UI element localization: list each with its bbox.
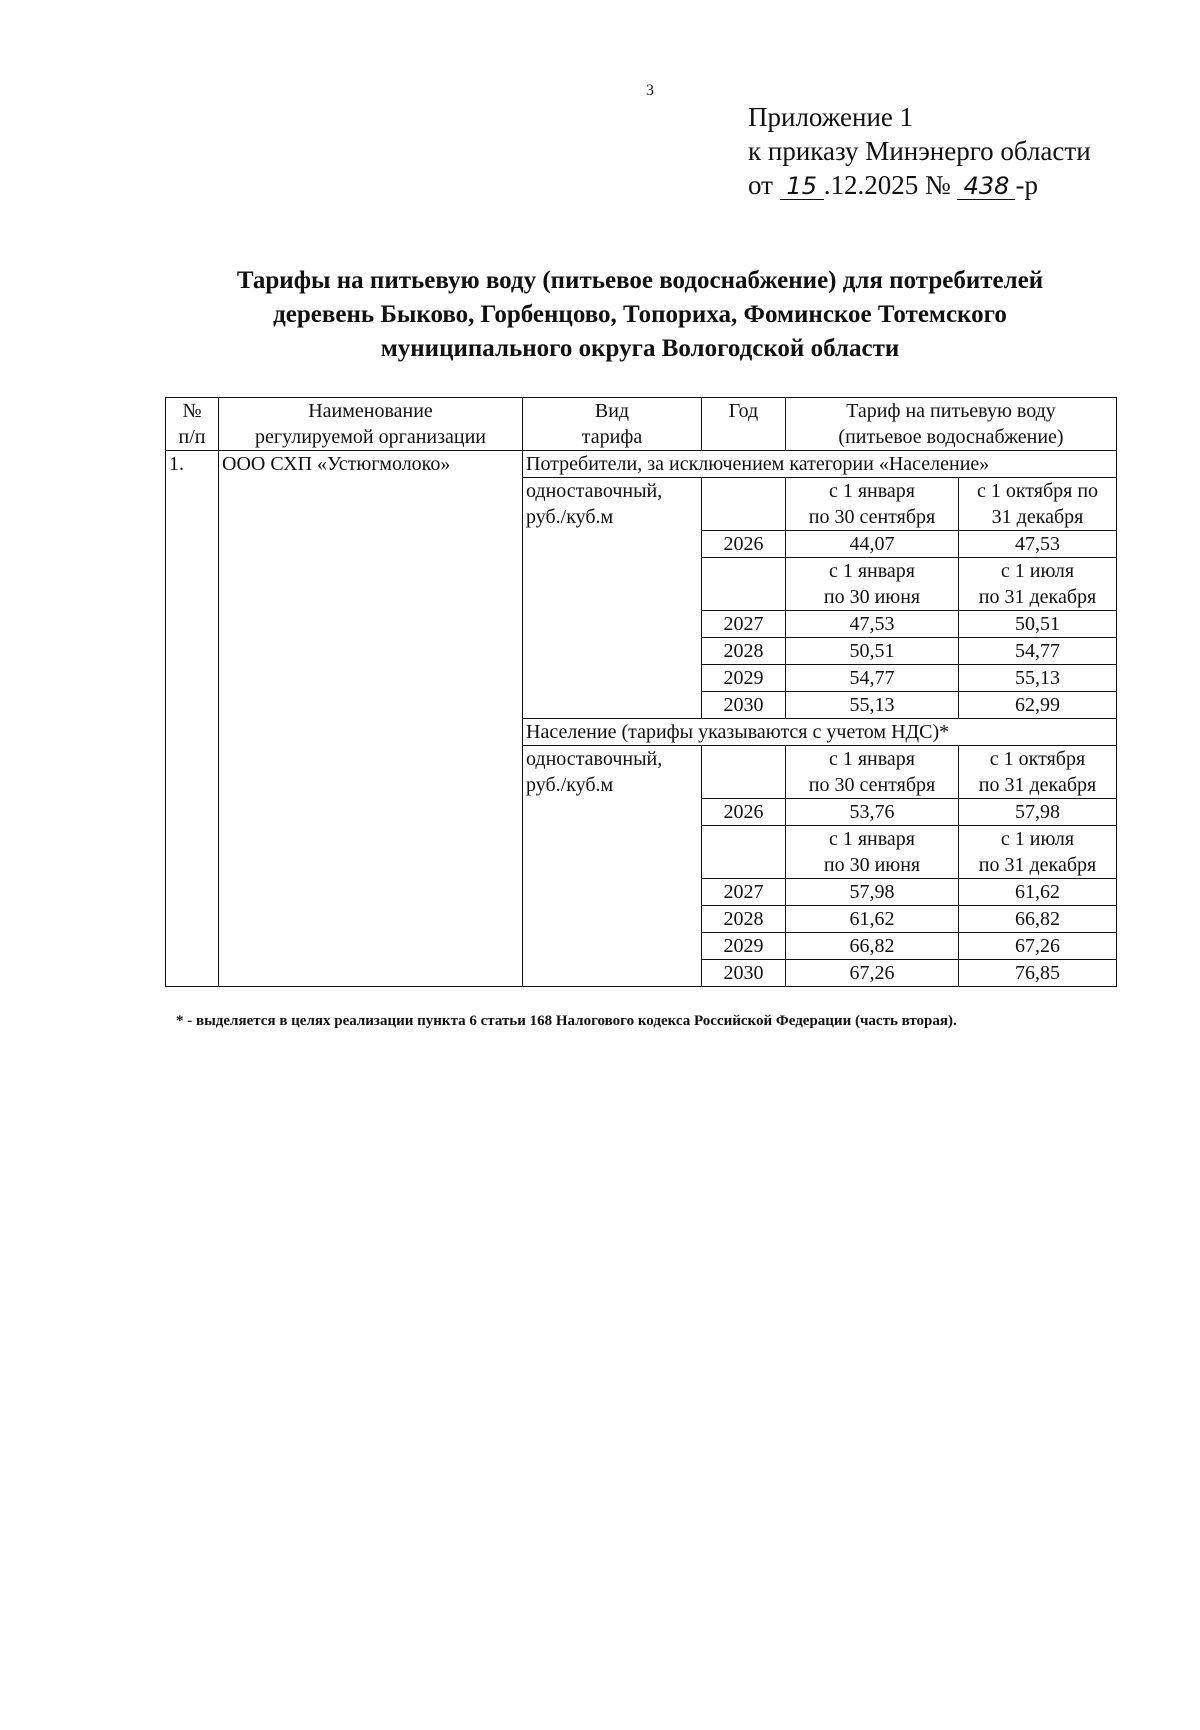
tariff-value: 76,85 — [959, 960, 1117, 987]
category-label: Потребители, за исключением категории «Население» — [523, 451, 1117, 478]
period-first-half: с 1 января по 30 сентября — [786, 478, 959, 531]
footnote: * - выделяется в целях реализации пункта 6 статьи 168 Налогового кодекса Российской Федерации (часть вторая). — [176, 1013, 957, 1029]
page-number: 3 — [646, 82, 654, 99]
appendix-block — [748, 100, 1091, 202]
year-cell: 2030 — [702, 692, 786, 719]
header-year: Год — [702, 398, 786, 451]
handwritten-day: 15 — [780, 173, 824, 200]
title-line-3: муниципального округа Вологодской области — [380, 335, 900, 362]
date-prefix: от — [748, 170, 773, 200]
year-cell — [702, 558, 786, 611]
tariff-type: одноставочный, руб./куб.м — [523, 746, 702, 987]
tariff-value: 62,99 — [959, 692, 1117, 719]
tariff-value: 54,77 — [959, 638, 1117, 665]
tariff-value: 50,51 — [959, 611, 1117, 638]
tariff-value: 47,53 — [959, 531, 1117, 558]
period-second-half: с 1 октября по 31 декабря — [959, 478, 1117, 531]
tariff-value: 55,13 — [786, 692, 959, 719]
year-cell: 2026 — [702, 799, 786, 826]
period-first-half: с 1 января по 30 июня — [786, 558, 959, 611]
tariff-value: 50,51 — [786, 638, 959, 665]
tariff-type: одноставочный, руб./куб.м — [523, 478, 702, 719]
period-first-half: с 1 января по 30 июня — [786, 826, 959, 879]
period-second-half: с 1 октября по 31 декабря — [959, 746, 1117, 799]
year-cell — [702, 478, 786, 531]
tariff-value: 57,98 — [959, 799, 1117, 826]
tariff-value: 61,62 — [959, 879, 1117, 906]
tariff-value: 54,77 — [786, 665, 959, 692]
row-number: 1. — [166, 451, 219, 987]
year-cell: 2030 — [702, 960, 786, 987]
category-row — [166, 451, 1117, 478]
header-number: № п/п — [166, 398, 219, 451]
date-rest: .12.2025 № — [823, 170, 951, 200]
period-second-half: с 1 июля по 31 декабря — [959, 558, 1117, 611]
year-cell — [702, 746, 786, 799]
tariff-value: 66,82 — [786, 933, 959, 960]
year-cell: 2027 — [702, 879, 786, 906]
period-first-half: с 1 января по 30 сентября — [786, 746, 959, 799]
tariff-value: 53,76 — [786, 799, 959, 826]
tariff-value: 57,98 — [786, 879, 959, 906]
order-suffix: -р — [1015, 170, 1038, 200]
title-line-2: деревень Быково, Горбенцово, Топориха, Фоминское Тотемского — [273, 301, 1007, 328]
tariff-value: 47,53 — [786, 611, 959, 638]
tariff-value: 67,26 — [786, 960, 959, 987]
appendix-order-reference: к приказу Минэнерго области — [748, 136, 1091, 166]
header-organization: Наименование регулируемой организации — [219, 398, 523, 451]
year-cell: 2029 — [702, 933, 786, 960]
document-title — [160, 264, 1120, 366]
handwritten-order-number: 438 — [957, 173, 1015, 200]
table-header-row — [166, 398, 1117, 451]
tariff-value: 44,07 — [786, 531, 959, 558]
year-cell: 2028 — [702, 906, 786, 933]
title-line-1: Тарифы на питьевую воду (питьевое водоснабжение) для потребителей — [236, 267, 1044, 294]
year-cell: 2028 — [702, 638, 786, 665]
tariff-table — [165, 397, 1117, 987]
year-cell: 2026 — [702, 531, 786, 558]
category-label: Население (тарифы указываются с учетом НДС)* — [523, 719, 1117, 746]
year-cell: 2029 — [702, 665, 786, 692]
year-cell — [702, 826, 786, 879]
year-cell: 2027 — [702, 611, 786, 638]
tariff-value: 66,82 — [959, 906, 1117, 933]
period-second-half: с 1 июля по 31 декабря — [959, 826, 1117, 879]
appendix-date-line — [748, 168, 1091, 202]
tariff-value: 61,62 — [786, 906, 959, 933]
header-tariff: Тариф на питьевую воду (питьевое водоснабжение) — [786, 398, 1117, 451]
appendix-title: Приложение 1 — [748, 102, 914, 132]
organization-name: ООО СХП «Устюгмолоко» — [219, 451, 523, 987]
header-tariff-type: Вид тарифа — [523, 398, 702, 451]
tariff-value: 67,26 — [959, 933, 1117, 960]
tariff-value: 55,13 — [959, 665, 1117, 692]
